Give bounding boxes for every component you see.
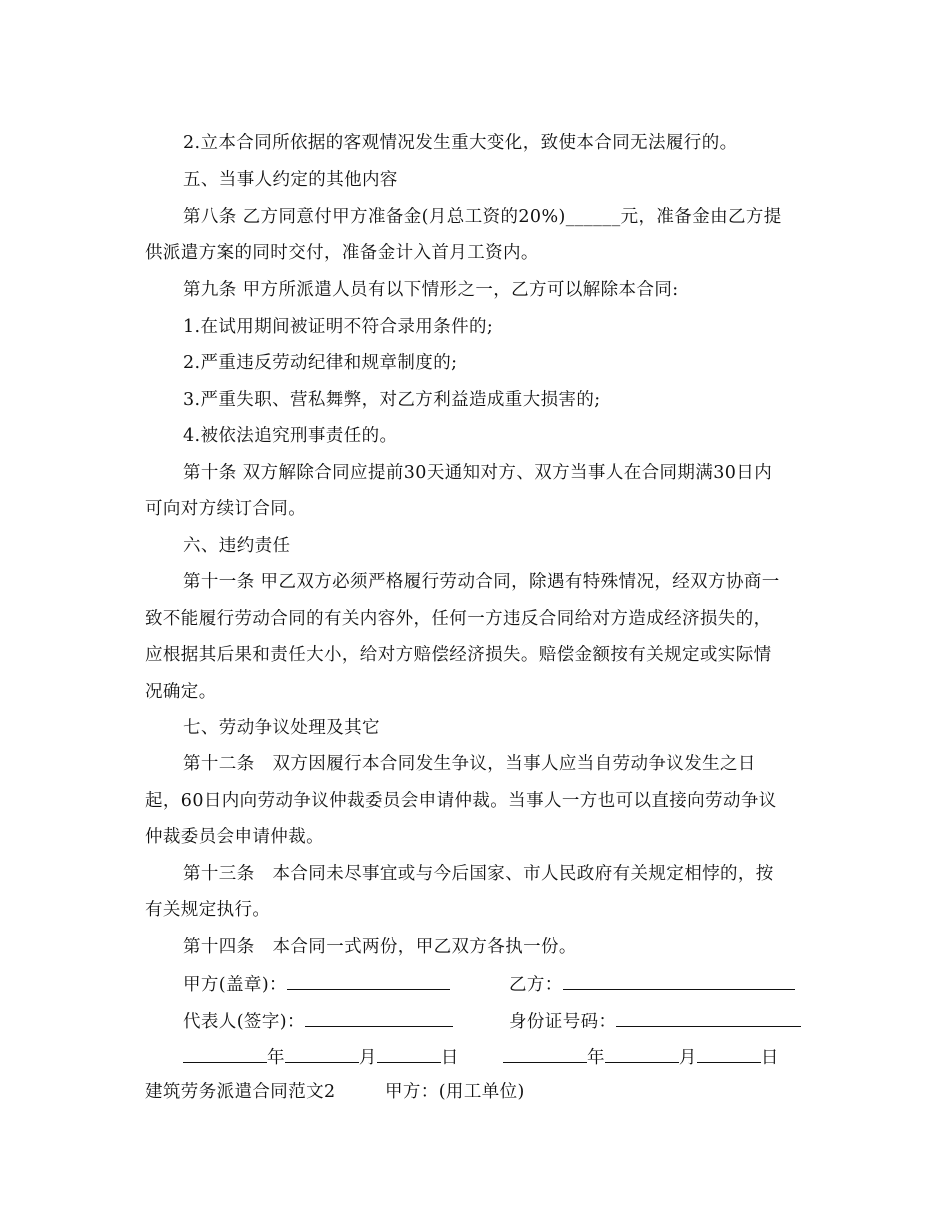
party-b-field [509, 971, 795, 997]
party-b-blank [563, 971, 795, 990]
next-document-title: 建筑劳务派遣合同范文2 [145, 1082, 336, 1102]
day-blank [697, 1044, 761, 1063]
clause-line: 供派遣方案的同时交付，准备金计入首月工资内。 [145, 243, 539, 263]
month-label: 月 [358, 1048, 377, 1068]
clause-line: 2.立本合同所依据的客观情况发生重大变化，致使本合同无法履行的。 [183, 133, 738, 153]
id-number-blank [616, 1008, 801, 1027]
representative-label: 代表人(签字)： [183, 1012, 305, 1032]
section-heading: 六、违约责任 [183, 536, 291, 556]
party-a-label: 甲方(盖章)： [183, 975, 287, 995]
list-item: 4.被依法追究刑事责任的。 [183, 426, 398, 446]
clause-line: 第十二条 双方因履行本合同发生争议，当事人应当自劳动争议发生之日 [183, 754, 756, 774]
next-document-party: 甲方：(用工单位) [385, 1082, 525, 1102]
clause-line: 起，60日内向劳动争议仲裁委员会申请仲裁。当事人一方也可以直接向劳动争议 [145, 791, 777, 811]
day-label: 日 [440, 1048, 459, 1068]
representative-field [183, 1008, 453, 1034]
party-a-seal-field [183, 971, 450, 997]
clause-line: 第九条 甲方所派遣人员有以下情形之一，乙方可以解除本合同: [183, 280, 679, 300]
clause-line: 第十一条 甲乙双方必须严格履行劳动合同，除遇有特殊情况，经双方协商一 [183, 572, 780, 592]
month-blank [605, 1044, 679, 1063]
clause-line: 第八条 乙方同意付甲方准备金(月总工资的20%)______元，准备金由乙方提 [183, 207, 782, 227]
month-blank [285, 1044, 359, 1063]
month-label: 月 [678, 1048, 697, 1068]
clause-line: 第十条 双方解除合同应提前30天通知对方、双方当事人在合同期满30日内 [183, 463, 773, 483]
list-item: 2.严重违反劳动纪律和规章制度的; [183, 353, 458, 373]
clause-line: 致不能履行劳动合同的有关内容外，任何一方违反合同给对方造成经济损失的， [145, 609, 772, 629]
representative-blank [305, 1008, 453, 1027]
clause-line: 可向对方续订合同。 [145, 499, 307, 519]
party-b-label: 乙方： [509, 975, 563, 995]
year-label: 年 [587, 1048, 605, 1068]
party-b-date [503, 1044, 779, 1070]
year-blank [183, 1044, 267, 1063]
day-label: 日 [760, 1048, 779, 1068]
list-item: 3.严重失职、营私舞弊，对乙方利益造成重大损害的; [183, 390, 601, 410]
id-number-field [509, 1008, 801, 1034]
clause-line: 应根据其后果和责任大小，给对方赔偿经济损失。赔偿金额按有关规定或实际情 [145, 645, 772, 665]
section-heading: 七、劳动争议处理及其它 [183, 718, 380, 738]
day-blank [377, 1044, 441, 1063]
party-a-date [183, 1044, 459, 1070]
clause-line: 第十四条 本合同一式两份，甲乙双方各执一份。 [183, 937, 577, 957]
clause-line: 仲裁委员会申请仲裁。 [145, 827, 324, 847]
clause-line: 第十三条 本合同未尽事宜或与今后国家、市人民政府有关规定相悖的，按 [183, 864, 774, 884]
clause-line: 况确定。 [145, 682, 217, 702]
list-item: 1.在试用期间被证明不符合录用条件的; [183, 317, 494, 337]
party-a-blank [287, 971, 450, 990]
year-blank [503, 1044, 587, 1063]
clause-line: 有关规定执行。 [145, 900, 271, 920]
id-number-label: 身份证号码： [509, 1012, 617, 1032]
year-label: 年 [267, 1048, 285, 1068]
section-heading: 五、当事人约定的其他内容 [183, 170, 398, 190]
